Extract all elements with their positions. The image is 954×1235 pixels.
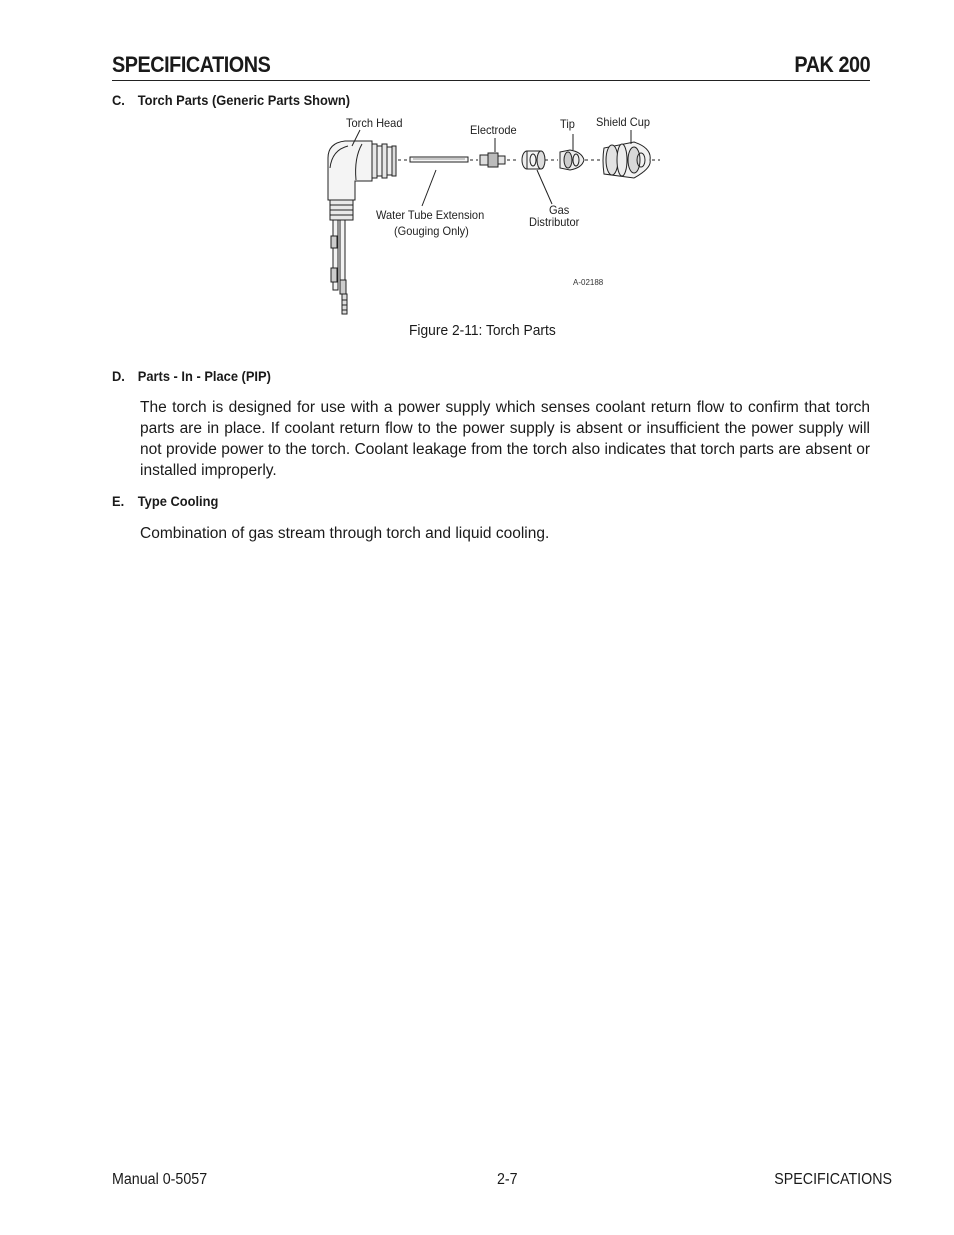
leader-gas-distributor	[537, 170, 552, 204]
section-c-letter: C.	[112, 92, 125, 108]
figure-code: A-02188	[573, 278, 604, 287]
footer-page-number: 2-7	[497, 1171, 518, 1188]
page-header	[112, 50, 870, 81]
section-e-body: Combination of gas stream through torch and liquid cooling.	[140, 525, 550, 542]
section-c-heading	[112, 92, 350, 108]
section-d-letter: D.	[112, 368, 125, 384]
section-e-letter: E.	[112, 493, 125, 509]
header-title-left: SPECIFICATIONS	[112, 52, 271, 77]
gas-distributor-drawing	[522, 151, 545, 169]
section-e-heading	[112, 493, 218, 509]
label-water-tube-line2: (Gouging Only)	[394, 224, 469, 238]
section-d-heading	[112, 368, 271, 384]
label-water-tube-line1: Water Tube Extension	[376, 208, 485, 222]
tip-drawing	[560, 150, 584, 170]
section-d-title: Parts - In - Place (PIP)	[137, 368, 271, 384]
leader-water-tube	[422, 170, 436, 206]
shield-cup-drawing	[603, 142, 650, 178]
torch-parts-illustration	[300, 108, 680, 318]
header-title-right: PAK 200	[794, 52, 870, 77]
water-tube-drawing	[410, 157, 468, 162]
torch-parts-figure	[300, 108, 680, 318]
label-tip: Tip	[560, 117, 575, 131]
electrode-drawing	[480, 153, 505, 167]
torch-head-drawing	[328, 141, 396, 314]
label-electrode: Electrode	[470, 123, 517, 137]
label-shield-cup: Shield Cup	[596, 115, 651, 129]
label-gas-line2: Distributor	[529, 215, 580, 229]
figure-caption: Figure 2-11: Torch Parts	[409, 322, 556, 339]
section-c-title: Torch Parts (Generic Parts Shown)	[137, 92, 351, 108]
footer-manual: Manual 0-5057	[112, 1171, 208, 1188]
label-gas-line1: Gas	[549, 203, 570, 217]
section-d-body: The torch is designed for use with a power supply which senses coolant return flow to confirm that torch parts are in place. If coolant return flow to the power supply is absent or insufficient the power supply will not provide power to the torch. Coolant leakage from the torch also indicates that torch parts are absent or installed improperly.	[140, 399, 870, 479]
section-e-title: Type Cooling	[137, 493, 219, 509]
label-torch-head: Torch Head	[346, 116, 403, 130]
footer-section: SPECIFICATIONS	[774, 1171, 892, 1188]
